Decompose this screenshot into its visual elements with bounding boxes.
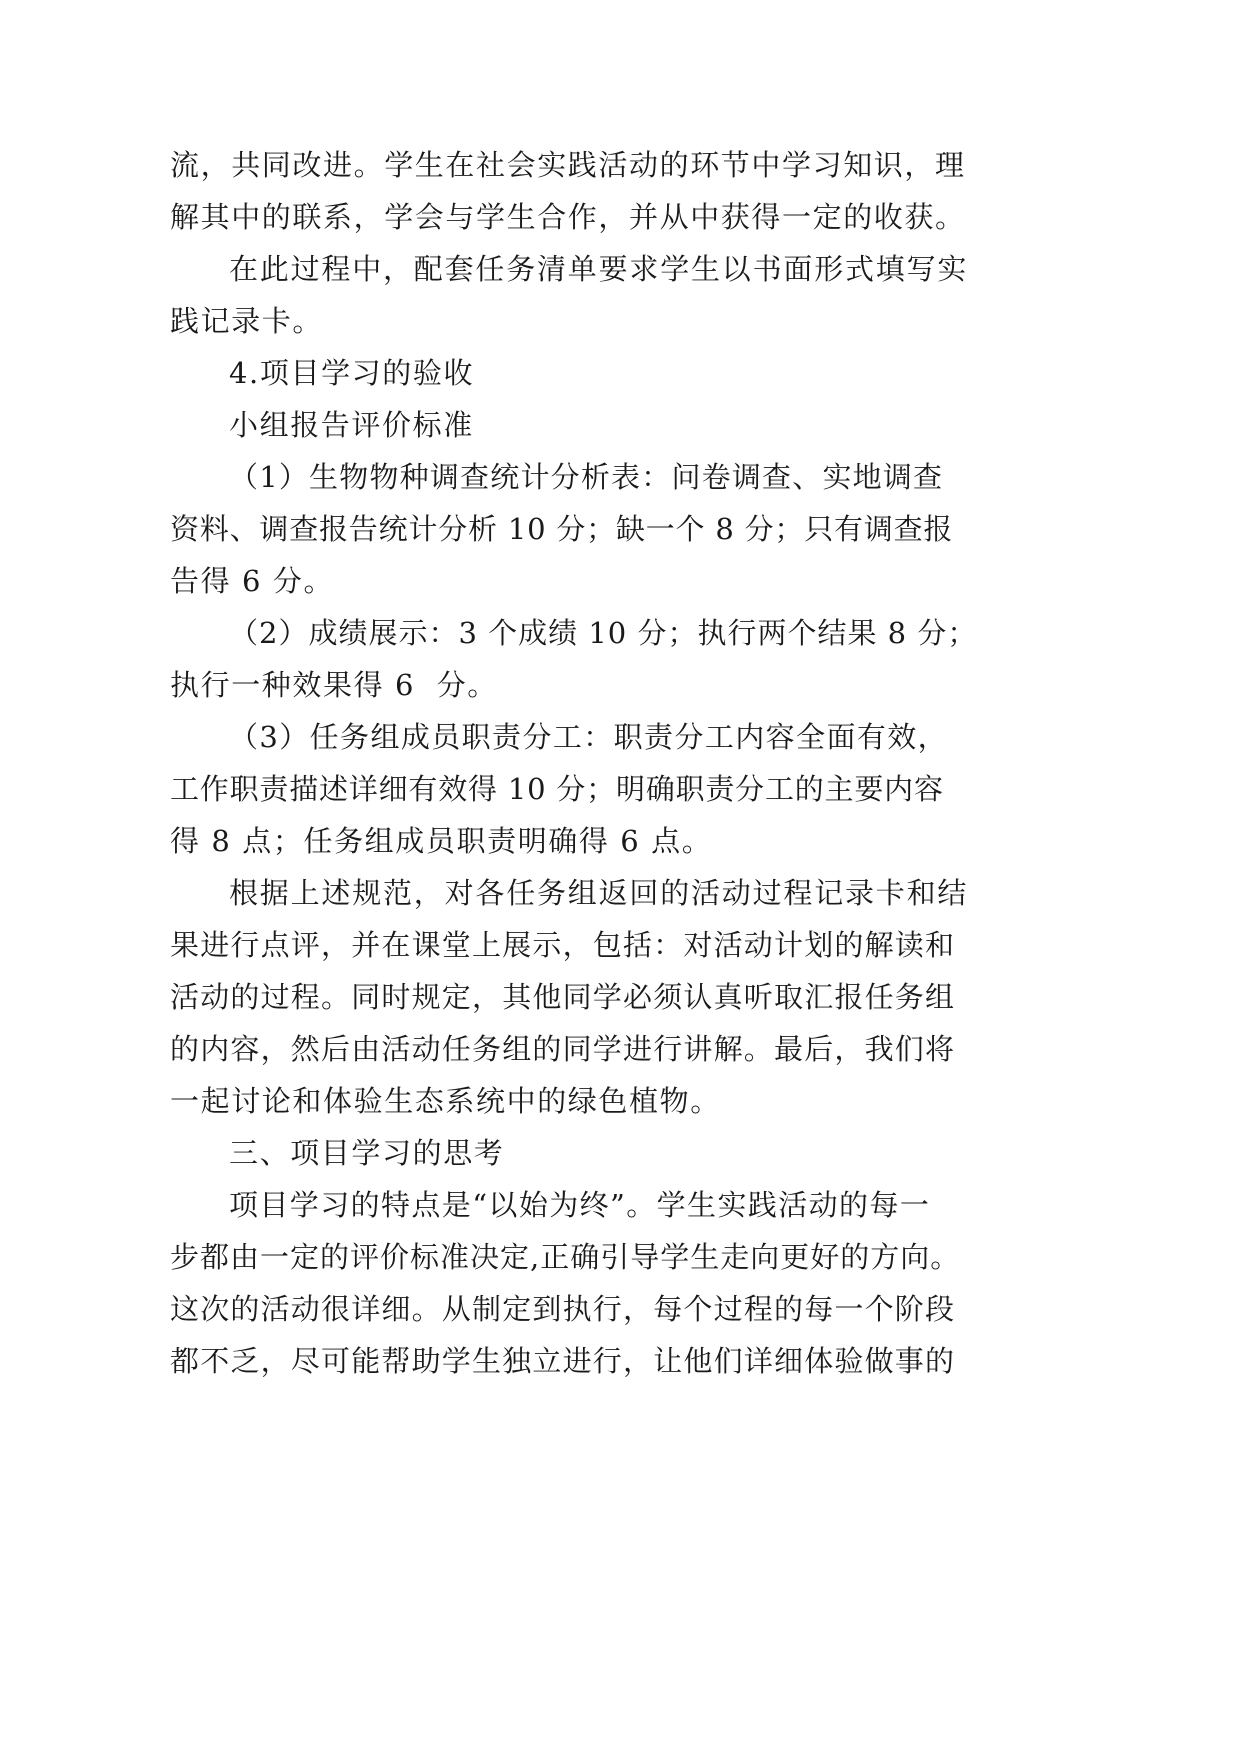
section-heading: 4.项目学习的验收 <box>229 356 475 390</box>
section-heading: 三、项目学习的思考 <box>229 1136 505 1170</box>
text-line: 这次的活动很详细。从制定到执行，每个过程的每一个阶段 <box>170 1292 956 1326</box>
text-line: （1）生物物种调查统计分析表：问卷调查、实地调查 <box>229 460 944 494</box>
text-line: （3）任务组成员职责分工：职责分工内容全面有效， <box>229 720 949 754</box>
text-line: 工作职责描述详细有效得 10 分；明确职责分工的主要内容 <box>170 772 944 806</box>
text-line: 活动的过程。同时规定，其他同学必须认真听取汇报任务组 <box>170 980 956 1014</box>
text-line: 在此过程中，配套任务清单要求学生以书面形式填写实 <box>229 252 969 286</box>
text-line: 根据上述规范，对各任务组返回的活动过程记录卡和结 <box>229 876 969 910</box>
text-line: 项目学习的特点是“以始为终”。学生实践活动的每一 <box>229 1188 931 1222</box>
text-line: 解其中的联系，学会与学生合作，并从中获得一定的收获。 <box>170 200 966 234</box>
text-line: 告得 6 分。 <box>170 564 335 598</box>
text-line: 都不乏，尽可能帮助学生独立进行，让他们详细体验做事的 <box>170 1344 956 1378</box>
text-line: （2）成绩展示：3 个成绩 10 分；执行两个结果 8 分； <box>229 616 978 650</box>
text-line: 流，共同改进。学生在社会实践活动的环节中学习知识，理 <box>170 148 966 182</box>
text-line: 一起讨论和体验生态系统中的绿色植物。 <box>170 1084 721 1118</box>
text-line: 践记录卡。 <box>170 304 324 338</box>
text-line: 的内容，然后由活动任务组的同学进行讲解。最后，我们将 <box>170 1032 956 1066</box>
text-line: 步都由一定的评价标准决定,正确引导学生走向更好的方向。 <box>170 1240 961 1274</box>
text-line: 资料、调查报告统计分析 10 分；缺一个 8 分；只有调查报 <box>170 512 954 546</box>
text-line: 果进行点评，并在课堂上展示，包括：对活动计划的解读和 <box>170 928 956 962</box>
text-line: 得 8 点；任务组成员职责明确得 6 点。 <box>170 824 713 858</box>
text-line: 小组报告评价标准 <box>229 408 474 442</box>
text-line: 执行一种效果得 6 分。 <box>170 668 498 702</box>
